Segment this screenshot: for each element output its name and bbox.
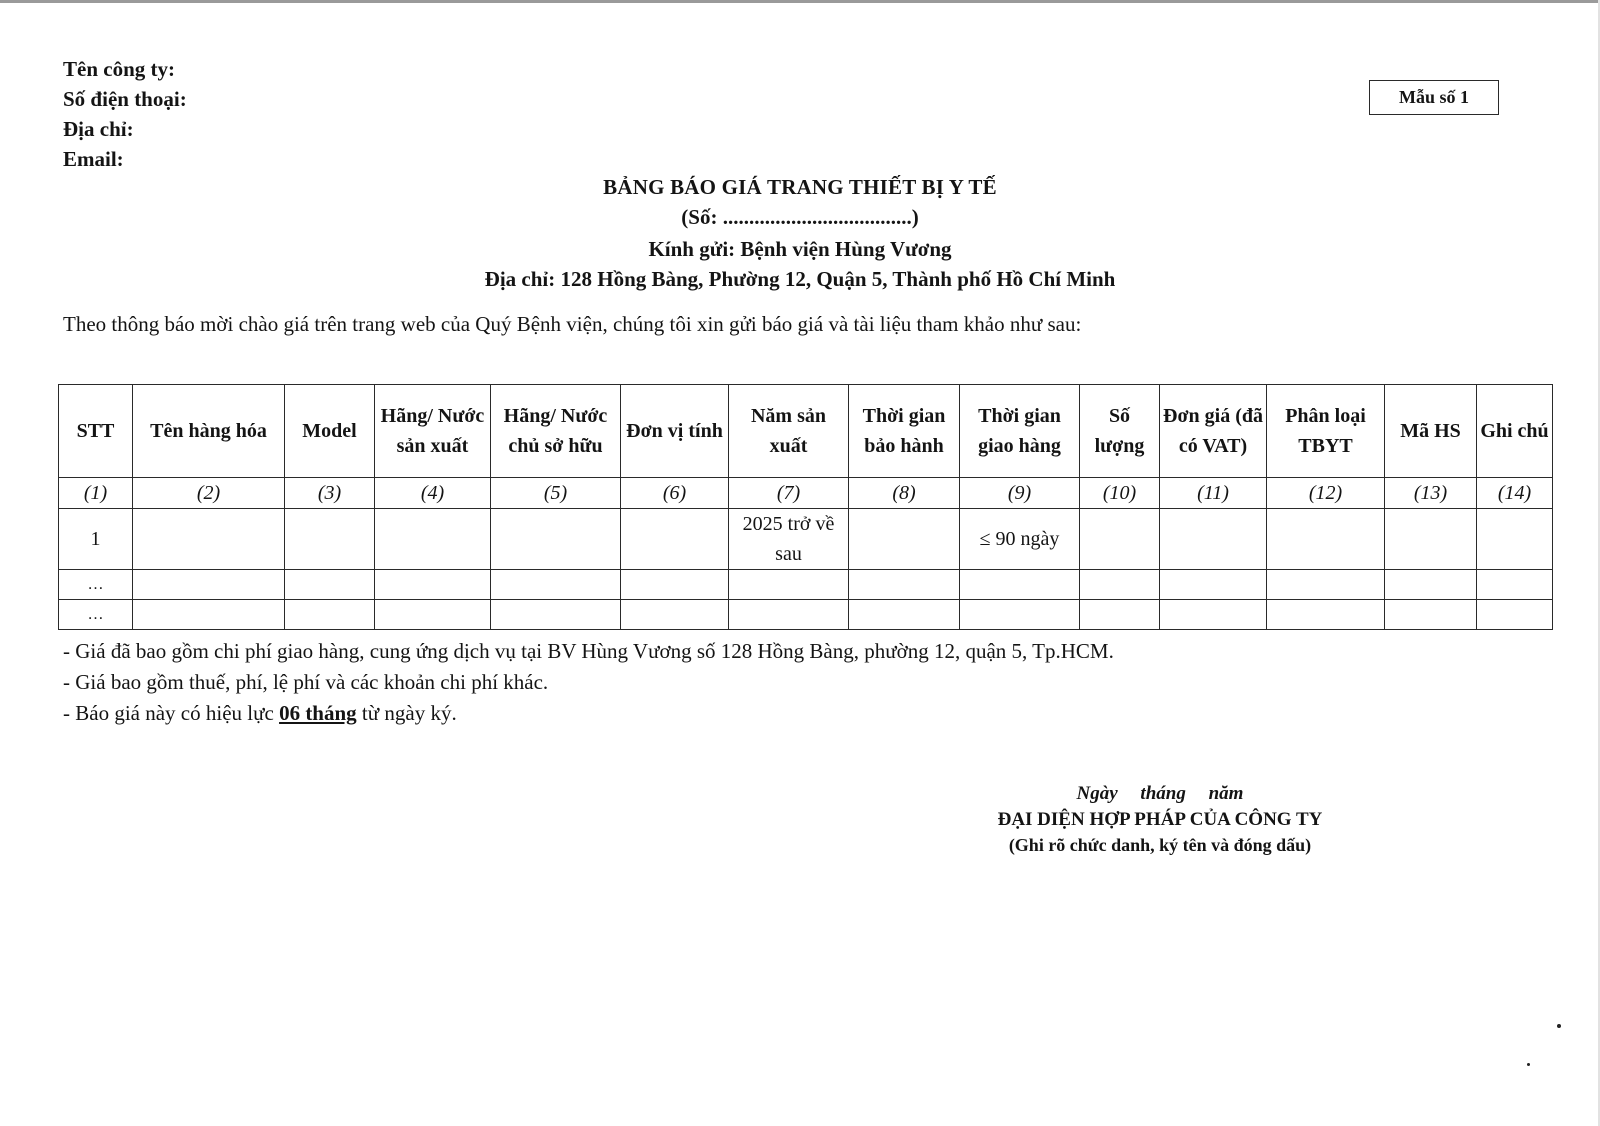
col-header: Đơn vị tính: [621, 385, 729, 478]
form-number-badge: Mẫu số 1: [1369, 80, 1499, 115]
table-cell: [729, 570, 849, 600]
signature-block: [890, 782, 1430, 857]
col-header: Model: [285, 385, 375, 478]
col-header: Thời gian giao hàng: [960, 385, 1080, 478]
company-info: [63, 54, 187, 174]
recipient-line: Kính gửi: Bệnh viện Hùng Vương: [648, 237, 952, 261]
signature-instruction: (Ghi rõ chức danh, ký tên và đóng dấu): [1008, 835, 1312, 855]
table-cell: [375, 600, 491, 630]
column-number: (4): [375, 478, 491, 509]
column-number: (7): [729, 478, 849, 509]
table-cell: [491, 600, 621, 630]
column-number: (2): [133, 478, 285, 509]
document-title: BẢNG BÁO GIÁ TRANG THIẾT BỊ Y TẾ: [603, 175, 997, 199]
header-row: [59, 385, 1553, 478]
recipient-address: Địa chỉ: 128 Hồng Bàng, Phường 12, Quận 5, Thành phố Hồ Chí Minh: [484, 267, 1116, 291]
table-cell: ≤ 90 ngày: [960, 509, 1080, 570]
table-cell: [960, 600, 1080, 630]
table-cell: [621, 600, 729, 630]
table-cell: [849, 570, 960, 600]
table-cell: [960, 570, 1080, 600]
col-header: Tên hàng hóa: [133, 385, 285, 478]
table-cell: [1267, 600, 1385, 630]
table-cell: [285, 600, 375, 630]
note-line: - Giá đã bao gồm chi phí giao hàng, cung ứng dịch vụ tại BV Hùng Vương số 128 Hồng Bàng, phường 12, quận 5, Tp.HCM.: [63, 639, 1114, 663]
column-number: (10): [1080, 478, 1160, 509]
table-cell: 2025 trở về sau: [729, 509, 849, 570]
notes-section: [63, 636, 1114, 729]
table-row: [59, 570, 1553, 600]
note-line: - Giá bao gồm thuế, phí, lệ phí và các khoản chi phí khác.: [63, 670, 549, 694]
table-cell: [621, 570, 729, 600]
table-cell: [1385, 509, 1477, 570]
company-phone-label: Số điện thoại:: [63, 87, 187, 111]
quotation-table: [58, 384, 1553, 630]
scan-speck: [1527, 1063, 1530, 1066]
table-cell: …: [59, 600, 133, 630]
table-cell: [1385, 600, 1477, 630]
column-number-row: [59, 478, 1553, 509]
table-cell: [375, 570, 491, 600]
table-cell: [1160, 570, 1267, 600]
document-number: (Số: ....................................): [681, 205, 919, 229]
column-number: (3): [285, 478, 375, 509]
company-email-label: Email:: [63, 147, 124, 171]
signature-date-line: Ngày tháng năm: [1076, 783, 1244, 804]
intro-paragraph: Theo thông báo mời chào giá trên trang web của Quý Bệnh viện, chúng tôi xin gửi báo giá và tài liệu tham khảo như sau:: [63, 312, 1082, 336]
table-cell: [285, 509, 375, 570]
col-header: Thời gian bảo hành: [849, 385, 960, 478]
table-cell: [1160, 509, 1267, 570]
col-header: Năm sản xuất: [729, 385, 849, 478]
table-cell: [133, 600, 285, 630]
table-cell: [1080, 570, 1160, 600]
note-line-validity: [63, 698, 1114, 729]
scan-speck: [1557, 1024, 1561, 1028]
col-header: Hãng/ Nước chủ sở hữu: [491, 385, 621, 478]
company-address-label: Địa chỉ:: [63, 117, 134, 141]
table-cell: [285, 570, 375, 600]
col-header: STT: [59, 385, 133, 478]
table-cell: [1160, 600, 1267, 630]
col-header: Đơn giá (đã có VAT): [1160, 385, 1267, 478]
table-row: [59, 600, 1553, 630]
table-cell: [491, 509, 621, 570]
table-cell: [1477, 509, 1553, 570]
table-cell: [1267, 570, 1385, 600]
table-cell: [849, 600, 960, 630]
column-number: (12): [1267, 478, 1385, 509]
table-cell: [491, 570, 621, 600]
company-name-label: Tên công ty:: [63, 57, 175, 81]
col-header: Phân loại TBYT: [1267, 385, 1385, 478]
col-header: Ghi chú: [1477, 385, 1553, 478]
table-cell: [1267, 509, 1385, 570]
table-cell: [849, 509, 960, 570]
table-cell: [133, 509, 285, 570]
table-cell: [1080, 509, 1160, 570]
table-cell: [1477, 570, 1553, 600]
table-cell: [1477, 600, 1553, 630]
table-row: [59, 509, 1553, 570]
table-cell: [729, 600, 849, 630]
table-cell: …: [59, 570, 133, 600]
validity-period: 06 tháng: [279, 701, 357, 725]
column-number: (9): [960, 478, 1080, 509]
column-number: (1): [59, 478, 133, 509]
table-cell: [1385, 570, 1477, 600]
scan-edge-top: [0, 0, 1600, 3]
table-cell: [621, 509, 729, 570]
col-header: Mã HS: [1385, 385, 1477, 478]
column-number: (13): [1385, 478, 1477, 509]
column-number: (8): [849, 478, 960, 509]
table-cell: [375, 509, 491, 570]
column-number: (5): [491, 478, 621, 509]
column-number: (6): [621, 478, 729, 509]
note-text: - Báo giá này có hiệu lực: [63, 701, 280, 725]
note-text: từ ngày ký.: [356, 701, 457, 725]
col-header: Hãng/ Nước sản xuất: [375, 385, 491, 478]
column-number: (11): [1160, 478, 1267, 509]
column-number: (14): [1477, 478, 1553, 509]
col-header: Số lượng: [1080, 385, 1160, 478]
table-cell: 1: [59, 509, 133, 570]
table-cell: [133, 570, 285, 600]
signature-title: ĐẠI DIỆN HỢP PHÁP CỦA CÔNG TY: [997, 809, 1323, 830]
table-cell: [1080, 600, 1160, 630]
